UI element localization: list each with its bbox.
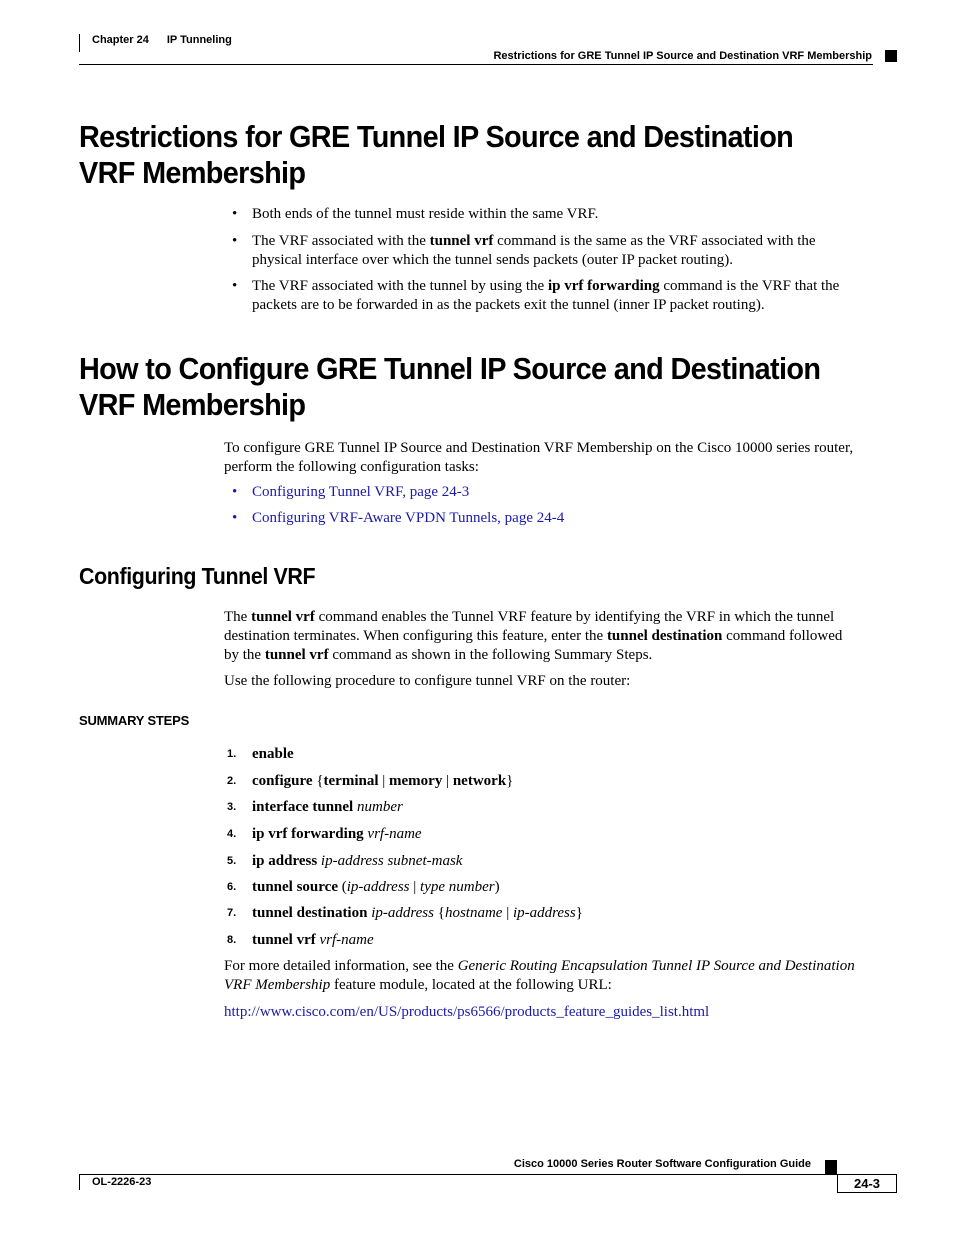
heading-line: Restrictions for GRE Tunnel IP Source and Destination [79, 119, 794, 154]
bullet-text: The VRF associated with the tunnel vrf command is the same as the VRF associated with the physical interface over which the tunnel sends packets (outer IP packet routing). [252, 233, 816, 268]
step-command: tunnel destination ip-address {hostname | ip-address} [252, 905, 583, 921]
heading-line: How to Configure GRE Tunnel IP Source and Destination [79, 351, 821, 386]
command-keyword: tunnel vrf [429, 233, 494, 249]
document-title: Generic Routing Encapsulation Tunnel IP Source and Destination [457, 958, 855, 974]
chapter-title: IP Tunneling [166, 34, 232, 46]
link-configuring-tunnel-vrf[interactable]: Configuring Tunnel VRF, page 24-3 [252, 484, 470, 500]
command-keyword: ip vrf forwarding [547, 278, 660, 294]
step-number: 8. [227, 934, 237, 946]
step-command: ip vrf forwarding vrf-name [252, 826, 422, 842]
section-how-to-heading [79, 351, 899, 423]
step-number: 2. [227, 775, 237, 787]
document-title: VRF Membership [224, 977, 331, 993]
tunnel-vrf-paragraph: The tunnel vrf command enables the Tunnel VRF feature by identifying the VRF in which the tunnel destination terminates. When configuring this feature, enter the tunnel destination command followed by the tunnel vrf command as shown in the following Summary Steps. [224, 609, 843, 663]
footer-guide-title: Cisco 10000 Series Router Software Configuration Guide [513, 1158, 811, 1170]
bullet-marker: • [232, 484, 238, 500]
step-number: 6. [227, 881, 237, 893]
link-configuring-vrf-aware-vpdn[interactable]: Configuring VRF-Aware VPDN Tunnels, page 24-4 [252, 510, 565, 526]
command-keyword: tunnel vrf [264, 647, 329, 663]
step-command: enable [252, 746, 294, 762]
intro-paragraph: To configure GRE Tunnel IP Source and Destination VRF Membership on the Cisco 10000 series router, perform the following configuration tasks: [224, 440, 854, 475]
chapter-label: Chapter 24 [92, 34, 149, 46]
step-command: configure {terminal | memory | network} [252, 773, 514, 789]
step-number: 3. [227, 801, 237, 813]
running-header-section: Restrictions for GRE Tunnel IP Source and Destination VRF Membership [493, 50, 872, 62]
step-command: tunnel vrf vrf-name [252, 932, 374, 948]
command-keyword: tunnel vrf [251, 609, 315, 625]
running-header-chapter [92, 34, 232, 46]
step-command: tunnel source (ip-address | type number) [252, 879, 500, 895]
step-command: interface tunnel number [252, 799, 403, 815]
step-number: 4. [227, 828, 237, 840]
procedure-intro: Use the following procedure to configure tunnel VRF on the router: [224, 673, 631, 689]
section-restrictions-heading [79, 119, 899, 191]
command-keyword: tunnel destination [606, 628, 723, 644]
header-rule [79, 64, 873, 65]
step-number: 5. [227, 855, 237, 867]
summary-steps-heading: SUMMARY STEPS [79, 713, 190, 728]
more-info-paragraph: For more detailed information, see the Generic Routing Encapsulation Tunnel IP Source and Destination VRF Membership feature module, located at the following URL: [224, 958, 855, 993]
step-number: 7. [227, 907, 237, 919]
footer-doc-number: OL-2226-23 [92, 1176, 152, 1188]
heading-line: VRF Membership [79, 387, 306, 422]
bullet-text: Both ends of the tunnel must reside within the same VRF. [252, 206, 599, 222]
bullet-text: The VRF associated with the tunnel by using the ip vrf forwarding command is the VRF that the packets are to be forwarded in as the packets exit the tunnel (inner IP packet routing). [252, 278, 840, 313]
bullet-marker: • [232, 278, 238, 294]
footer-left-rule [79, 1174, 80, 1190]
bullet-marker: • [232, 510, 238, 526]
footer-page-number: 24-3 [837, 1174, 897, 1193]
bullet-marker: • [232, 233, 238, 249]
header-marker-block [885, 50, 897, 62]
footer-rule [79, 1174, 897, 1175]
section-configuring-tunnel-vrf-heading: Configuring Tunnel VRF [79, 563, 316, 589]
heading-line: VRF Membership [79, 155, 306, 190]
header-left-rule [79, 34, 80, 52]
step-command: ip address ip-address subnet-mask [252, 853, 463, 869]
footer-marker-block [825, 1160, 837, 1174]
feature-guides-url-link[interactable]: http://www.cisco.com/en/US/products/ps6566/products_feature_guides_list.html [224, 1004, 710, 1020]
bullet-marker: • [232, 206, 238, 222]
step-number: 1. [227, 748, 237, 760]
